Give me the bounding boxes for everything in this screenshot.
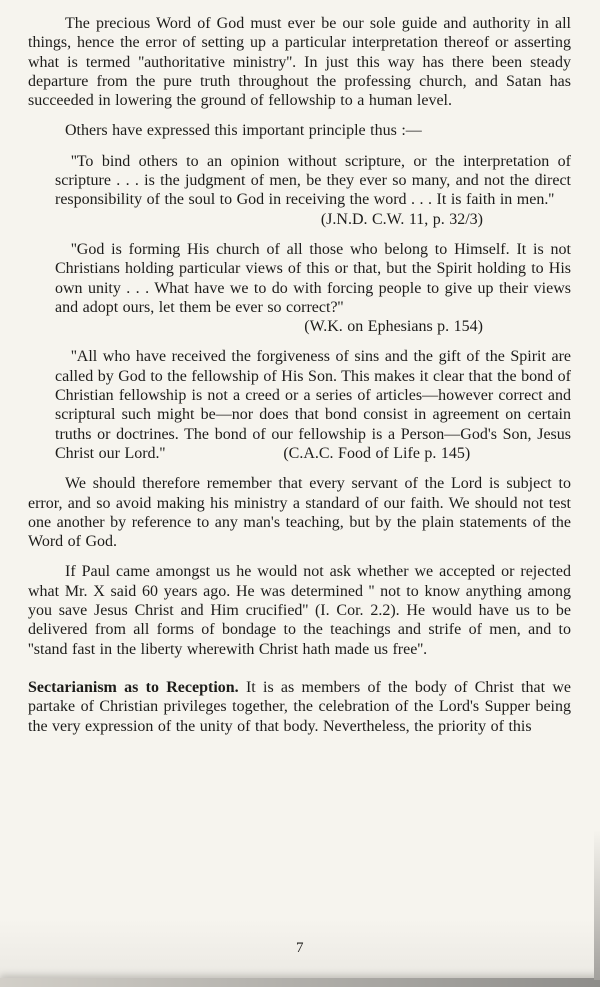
paragraph-text: It is as members of the body of Christ that we partake of Christian privileges together, the celebration of the Lord's Supper being the very expression of the unity of that body. Nevertheless, the priority of this [28, 678, 572, 735]
section-heading: Sectarianism as to Reception. [28, 678, 239, 696]
scan-edge-bottom [0, 978, 600, 987]
block-quote [55, 347, 571, 463]
page-number: 7 [296, 940, 304, 956]
quote-text: ''To bind others to an opinion without scripture, or the interpretation of scripture . . . is the judgment of men, be they ever so many, and not the direct responsibility of the soul to God in receiving the word . . . It is faith in men.'' [55, 152, 571, 209]
block-quote [55, 240, 571, 336]
paragraph: If Paul came amongst us he would not ask whether we accepted or rejected what Mr. X said 60 years ago. He was determined '' not to know anything among you save Jesus Christ and Him crucified'' (I. Cor. 2.2). He would have us to be delivered from all forms of bondage to the teachings and strife of men, and to ''stand fast in the liberty wherewith Christ hath made us free''. [28, 563, 571, 658]
block-quote [55, 152, 571, 229]
quote-text: ''God is forming His church of all those who belong to Himself. It is not Christians holding particular views of this or that, but the Spirit holding to His own unity . . . What have we to do with forcing people to give up their views and adopt ours, let them be ever so correct?'' [55, 240, 571, 316]
quote-attribution: (C.A.C. Food of Life p. 145) [283, 444, 471, 462]
quote-text-body: ''All who have received the forgiveness of sins and the gift of the Spirit are called by God to the fellowship of His Son. This makes it clear that the bond of Christian fellowship is not a creed or a series of articles—however correct and scriptural such might be—nor does that bond consist in agreement on certain truths or doctrines. The bond of our fellowship is a Person—God's Son, Jesus Christ our Lord.'' [55, 348, 571, 462]
quote-text [55, 347, 571, 463]
scan-edge-right [594, 830, 600, 980]
quote-attribution: (J.N.D. C.W. 11, p. 32/3) [320, 210, 483, 228]
paragraph: The precious Word of God must ever be our sole guide and authority in all things, hence the error of setting up a particular interpretation thereof or asserting what is termed ''authoritative ministry''. In just this way has there been steady departure from the pure truth throughout the professing church, and Satan has succeeded in lowering the ground of fellowship to a human level. [28, 15, 571, 110]
paragraph: We should therefore remember that every servant of the Lord is subject to error, and so avoid making his ministry a standard of our faith. We should not test one another by reference to any man's teaching, but by the plain statements of the Word of God. [28, 475, 571, 551]
paragraph [28, 678, 571, 736]
quote-attribution: (W.K. on Ephesians p. 154) [304, 318, 483, 336]
paragraph: Others have expressed this important principle thus :— [65, 122, 422, 140]
